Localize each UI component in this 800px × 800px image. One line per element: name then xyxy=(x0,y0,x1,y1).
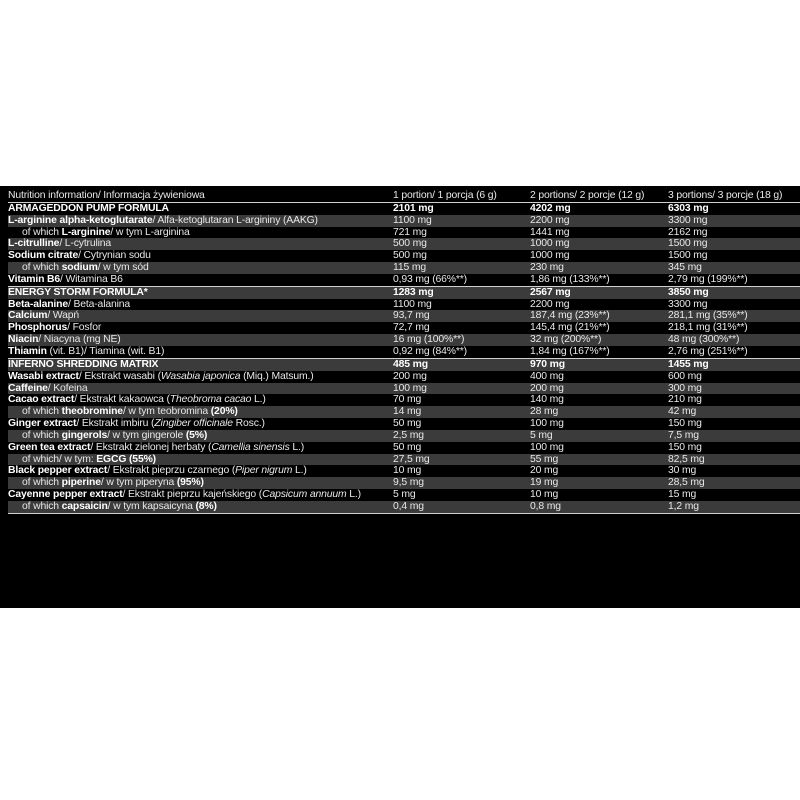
ingredient-name-part: of which xyxy=(22,262,62,274)
ingredient-name-part: theobromine xyxy=(61,406,123,418)
value-3-portion: 300 mg xyxy=(668,383,800,395)
ingredient-name-part: of which xyxy=(22,500,62,512)
value-1-portion: 1283 mg xyxy=(393,286,530,298)
ingredient-name-part: of which xyxy=(22,477,62,489)
ingredient-name-part: / Alfa-ketoglutaran L-argininy (AAKG) xyxy=(152,214,318,226)
ingredient-name xyxy=(8,274,393,286)
ingredient-name-part: Capsicum annuum xyxy=(262,489,347,501)
value-3-portion: 1500 mg xyxy=(668,250,708,262)
value-1-portion: 0,93 mg (66%**) xyxy=(393,273,467,285)
table-row xyxy=(8,477,800,489)
ingredient-name-part: L.) xyxy=(289,441,305,453)
ingredient-name xyxy=(8,442,393,454)
value-3-portion: 600 mg xyxy=(668,370,702,382)
value-2-portion: 55 mg xyxy=(530,454,668,466)
value-1-portion: 14 mg xyxy=(393,406,530,418)
table-row xyxy=(8,418,800,430)
ingredient-name-part: ARMAGEDDON PUMP FORMULA xyxy=(8,202,169,214)
ingredient-name xyxy=(8,477,393,489)
value-2-portion: 400 mg xyxy=(530,370,564,382)
value-3-portion: 48 mg (300%**) xyxy=(668,334,800,346)
ingredient-name xyxy=(8,202,393,214)
value-1-portion: 27,5 mg xyxy=(393,454,530,466)
ingredient-name-part: L.) xyxy=(346,489,361,501)
ingredient-name xyxy=(8,262,393,274)
value-1-portion: 5 mg xyxy=(393,489,416,501)
table-row xyxy=(8,430,800,442)
ingredient-name-part: Ginger extract xyxy=(8,418,77,430)
ingredient-name-part: L-arginine xyxy=(61,226,111,238)
value-2-portion: 1000 mg xyxy=(530,250,570,262)
value-1-portion: 500 mg xyxy=(393,250,427,262)
value-2-portion: 5 mg xyxy=(530,430,668,442)
value-2-portion: 200 mg xyxy=(530,383,668,395)
ingredient-name xyxy=(8,250,393,262)
ingredient-name-part: (55%) xyxy=(129,453,156,465)
value-1-portion: 1100 mg xyxy=(393,298,432,310)
section-row xyxy=(8,286,800,298)
ingredient-name-part: / Fosfor xyxy=(67,322,102,334)
ingredient-name-part: capsaicin xyxy=(61,500,108,512)
ingredient-name-part: / Ekstrakt imbiru ( xyxy=(76,418,155,430)
ingredient-name-part: ENERGY STORM FORMULA* xyxy=(8,286,148,298)
header-col-2-portions: 2 portions/ 2 porcje (12 g) xyxy=(530,190,668,202)
value-2-portion: 1,86 mg (133%**) xyxy=(530,273,610,285)
value-1-portion: 0,4 mg xyxy=(393,501,530,513)
ingredient-name-part: INFERNO SHREDDING MATRIX xyxy=(8,358,159,370)
table-row xyxy=(8,250,800,262)
ingredient-name-part: / L-cytrulina xyxy=(59,238,112,250)
ingredient-name xyxy=(8,322,393,334)
value-3-portion: 42 mg xyxy=(668,406,800,418)
value-3-portion: 281,1 mg (35%**) xyxy=(668,310,800,322)
ingredient-name xyxy=(8,310,393,322)
table-row xyxy=(8,322,800,334)
value-3-portion: 210 mg xyxy=(668,394,702,406)
value-2-portion: 28 mg xyxy=(530,406,668,418)
value-3-portion: 15 mg xyxy=(668,489,697,501)
table-row xyxy=(8,501,800,513)
ingredient-name-part: / Ekstrakt kakaowca ( xyxy=(74,394,170,406)
ingredient-name-part: Caffeine xyxy=(8,382,48,394)
nutrition-panel xyxy=(0,186,800,608)
ingredient-name xyxy=(8,334,393,346)
ingredient-name-part: Cayenne pepper extract xyxy=(8,489,123,501)
section-row xyxy=(8,202,800,214)
value-1-portion: 100 mg xyxy=(393,383,530,395)
ingredient-name-part: (vit. B1)/ Tiamina (wit. B1) xyxy=(46,345,165,357)
header-col-1-portion: 1 portion/ 1 porcja (6 g) xyxy=(393,190,530,202)
ingredient-name-part: of which xyxy=(22,429,62,441)
ingredient-name-part: Phosphorus xyxy=(8,322,68,334)
value-1-portion: 50 mg xyxy=(393,441,422,453)
ingredient-name xyxy=(8,346,393,358)
ingredient-name-part: / w tym sód xyxy=(97,262,149,274)
ingredient-name-part: of which xyxy=(22,406,62,418)
header-col-3-portions: 3 portions/ 3 porcje (18 g) xyxy=(668,190,800,202)
ingredient-name-part: (Miq.) Matsum.) xyxy=(240,370,314,382)
value-2-portion: 230 mg xyxy=(530,262,668,274)
ingredient-name-part: Zingiber officinale xyxy=(154,418,233,430)
value-2-portion: 4202 mg xyxy=(530,202,571,214)
ingredient-name-part: / Ekstrakt pieprzu kajeńskiego ( xyxy=(122,489,263,501)
nutrition-table xyxy=(8,190,800,514)
table-header-row xyxy=(8,190,800,202)
table-row xyxy=(8,383,800,395)
ingredient-name-part: Cacao extract xyxy=(8,394,75,406)
table-row xyxy=(8,465,800,477)
value-1-portion: 0,92 mg (84%**) xyxy=(393,345,467,357)
table-row xyxy=(8,454,800,466)
value-3-portion: 150 mg xyxy=(668,418,702,430)
value-1-portion: 200 mg xyxy=(393,370,427,382)
table-row xyxy=(8,334,800,346)
ingredient-name-part: sodium xyxy=(61,262,98,274)
ingredient-name-part: / Cytrynian sodu xyxy=(78,250,151,262)
ingredient-name xyxy=(8,383,393,395)
value-1-portion: 2101 mg xyxy=(393,202,434,214)
value-3-portion: 30 mg xyxy=(668,465,697,477)
ingredient-name-part: Wasabi extract xyxy=(8,370,79,382)
value-3-portion: 150 mg xyxy=(668,441,702,453)
value-1-portion: 70 mg xyxy=(393,394,422,406)
ingredient-name xyxy=(8,286,393,298)
value-2-portion: 32 mg (200%**) xyxy=(530,334,668,346)
value-2-portion: 970 mg xyxy=(530,358,668,370)
ingredient-name-part: Calcium xyxy=(8,310,48,322)
table-row xyxy=(8,262,800,274)
ingredient-name xyxy=(8,227,393,239)
ingredient-name xyxy=(8,430,393,442)
value-3-portion: 28,5 mg xyxy=(668,477,800,489)
ingredient-name-part: / w tym L-arginina xyxy=(110,226,190,238)
ingredient-name-part: / w tym teobromina xyxy=(122,406,211,418)
ingredient-name-part: L.) xyxy=(292,465,307,477)
ingredient-name-part: EGCG xyxy=(96,453,127,465)
table-row xyxy=(8,371,800,383)
value-1-portion: 50 mg xyxy=(393,418,422,430)
value-2-portion: 140 mg xyxy=(530,394,564,406)
ingredient-name-part: piperine xyxy=(61,477,101,489)
table-row xyxy=(8,346,800,358)
ingredient-name-part: / Ekstrakt pieprzu czarnego ( xyxy=(107,465,236,477)
table-row xyxy=(8,274,800,286)
table-row xyxy=(8,299,800,311)
table-row xyxy=(8,310,800,322)
ingredient-name-part: gingerols xyxy=(61,429,108,441)
ingredient-name-part: / w tym gingerole xyxy=(107,429,186,441)
value-3-portion: 345 mg xyxy=(668,262,800,274)
ingredient-name-part: / Wapń xyxy=(47,310,80,322)
value-1-portion: 500 mg xyxy=(393,238,530,250)
value-2-portion: 2200 mg xyxy=(530,215,668,227)
ingredient-name xyxy=(8,215,393,227)
value-1-portion: 721 mg xyxy=(393,226,427,238)
value-3-portion: 1500 mg xyxy=(668,238,800,250)
value-3-portion: 3300 mg xyxy=(668,215,800,227)
table-row xyxy=(8,442,800,454)
ingredient-name xyxy=(8,454,393,466)
ingredient-name-part: of which xyxy=(22,226,62,238)
ingredient-name xyxy=(8,465,393,477)
table-row xyxy=(8,394,800,406)
value-2-portion: 1441 mg xyxy=(530,226,570,238)
value-2-portion: 145,4 mg (21%**) xyxy=(530,322,610,334)
value-1-portion: 115 mg xyxy=(393,262,530,274)
ingredient-name-part: / Niacyna (mg NE) xyxy=(38,334,121,346)
value-3-portion: 2162 mg xyxy=(668,226,708,238)
ingredient-name xyxy=(8,394,393,406)
value-2-portion: 1000 mg xyxy=(530,238,668,250)
ingredient-name-part: Sodium citrate xyxy=(8,250,79,262)
value-2-portion: 1,84 mg (167%**) xyxy=(530,345,610,357)
value-3-portion: 1,2 mg xyxy=(668,501,800,513)
ingredient-name-part: L.) xyxy=(251,394,266,406)
value-3-portion: 6303 mg xyxy=(668,202,709,214)
value-2-portion: 19 mg xyxy=(530,477,668,489)
value-3-portion: 3850 mg xyxy=(668,286,800,298)
ingredient-name-part: (20%) xyxy=(210,406,238,418)
ingredient-name-part: / w tym kapsaicyna xyxy=(107,500,196,512)
ingredient-name-part: / Kofeina xyxy=(47,382,88,394)
ingredient-name xyxy=(8,238,393,250)
ingredient-name-part: Black pepper extract xyxy=(8,465,108,477)
value-2-portion: 100 mg xyxy=(530,441,564,453)
ingredient-name-part: (5%) xyxy=(185,429,208,441)
value-1-portion: 10 mg xyxy=(393,465,422,477)
value-1-portion: 16 mg (100%**) xyxy=(393,334,530,346)
ingredient-name xyxy=(8,489,393,501)
value-2-portion: 100 mg xyxy=(530,418,564,430)
table-row xyxy=(8,489,800,501)
ingredient-name-part: of which/ w tym: xyxy=(22,453,97,465)
header-label: Nutrition information/ Informacja żywieniowa xyxy=(8,190,393,202)
value-1-portion: 93,7 mg xyxy=(393,310,530,322)
ingredient-name-part: / w tym piperyna xyxy=(100,477,177,489)
table-row xyxy=(8,406,800,418)
ingredient-name-part: / Beta-alanina xyxy=(68,298,131,310)
value-3-portion: 82,5 mg xyxy=(668,454,800,466)
ingredient-name-part: L-arginine alpha-ketoglutarate xyxy=(8,214,153,226)
value-3-portion: 3300 mg xyxy=(668,298,708,310)
value-3-portion: 2,76 mg (251%**) xyxy=(668,345,748,357)
value-2-portion: 2567 mg xyxy=(530,286,668,298)
value-1-portion: 1100 mg xyxy=(393,215,530,227)
value-1-portion: 9,5 mg xyxy=(393,477,530,489)
ingredient-name xyxy=(8,358,393,370)
ingredient-name-part: Green tea extract xyxy=(8,441,91,453)
value-3-portion: 1455 mg xyxy=(668,358,800,370)
value-3-portion: 7,5 mg xyxy=(668,430,800,442)
ingredient-name-part: Vitamin B6 xyxy=(8,273,61,285)
ingredient-name-part: Theobroma cacao xyxy=(169,394,252,406)
section-row xyxy=(8,358,800,370)
value-3-portion: 218,1 mg (31%**) xyxy=(668,322,748,334)
value-1-portion: 485 mg xyxy=(393,358,530,370)
ingredient-name xyxy=(8,299,393,311)
ingredient-name-part: Piper nigrum xyxy=(235,465,293,477)
ingredient-name-part: Beta-alanine xyxy=(8,298,68,310)
ingredient-name-part: Thiamin xyxy=(8,345,47,357)
ingredient-name xyxy=(8,371,393,383)
ingredient-name-part: / Ekstrakt wasabi ( xyxy=(78,370,161,382)
ingredient-name-part: / Ekstrakt zielonej herbaty ( xyxy=(90,441,212,453)
value-1-portion: 2,5 mg xyxy=(393,430,530,442)
value-3-portion: 2,79 mg (199%**) xyxy=(668,273,748,285)
ingredient-name-part: / Witamina B6 xyxy=(60,273,123,285)
ingredient-name xyxy=(8,501,393,513)
ingredient-name xyxy=(8,406,393,418)
value-2-portion: 187,4 mg (23%**) xyxy=(530,310,668,322)
table-row xyxy=(8,227,800,239)
ingredient-name-part: Rosc.) xyxy=(232,418,265,430)
value-2-portion: 0,8 mg xyxy=(530,501,668,513)
ingredient-name-part: (8%) xyxy=(195,500,217,512)
ingredient-name-part: (95%) xyxy=(176,477,204,489)
ingredient-name-part: Niacin xyxy=(8,334,39,346)
value-2-portion: 20 mg xyxy=(530,465,559,477)
table-row xyxy=(8,215,800,227)
value-2-portion: 2200 mg xyxy=(530,298,570,310)
value-2-portion: 10 mg xyxy=(530,489,559,501)
ingredient-name-part: Wasabia japonica xyxy=(160,370,241,382)
value-1-portion: 72,7 mg xyxy=(393,322,430,334)
table-row xyxy=(8,238,800,250)
ingredient-name xyxy=(8,418,393,430)
ingredient-name-part: L-citrulline xyxy=(8,238,60,250)
ingredient-name-part: Camellia sinensis xyxy=(211,441,290,453)
